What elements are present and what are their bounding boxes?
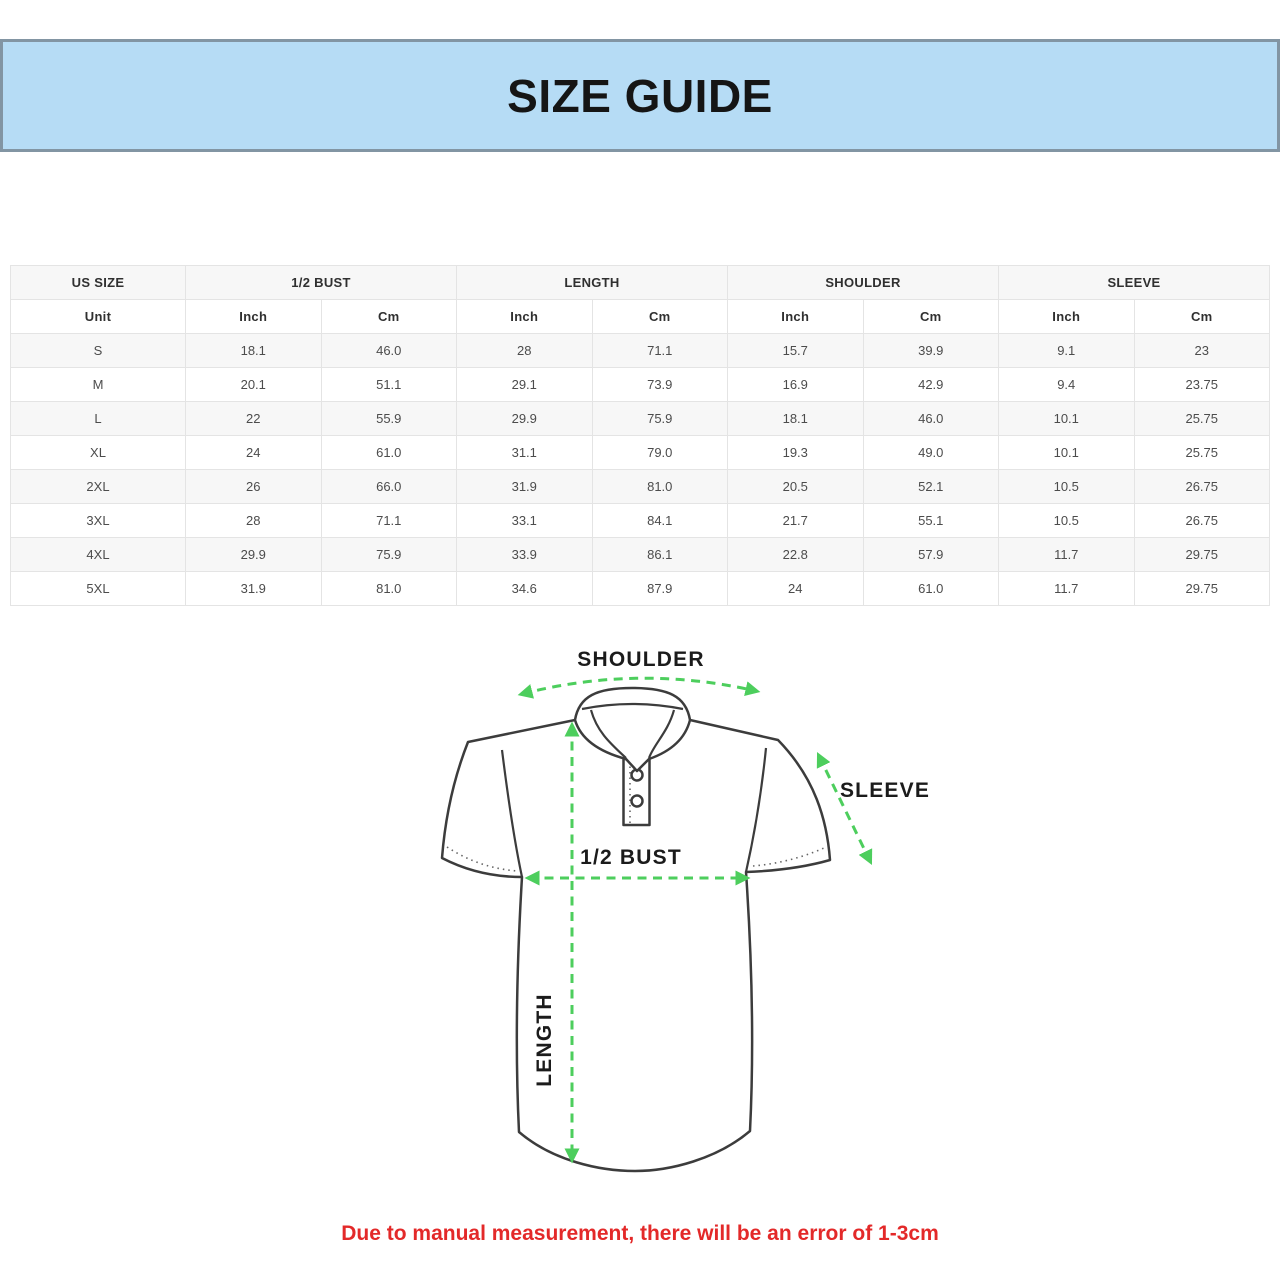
- table-cell: 26.75: [1134, 504, 1270, 538]
- table-cell: 10.5: [999, 470, 1135, 504]
- table-cell: 87.9: [592, 572, 728, 606]
- table-cell: 11.7: [999, 538, 1135, 572]
- table-cell: 29.1: [457, 368, 593, 402]
- header-cm: Cm: [1134, 300, 1270, 334]
- header-shoulder: SHOULDER: [728, 266, 999, 300]
- table-cell: 29.9: [457, 402, 593, 436]
- table-cell: L: [11, 402, 186, 436]
- table-cell: 26: [186, 470, 322, 504]
- table-cell: 25.75: [1134, 436, 1270, 470]
- table-cell: 23: [1134, 334, 1270, 368]
- table-row: [11, 504, 1270, 538]
- table-cell: 71.1: [321, 504, 457, 538]
- size-table-body: [11, 334, 1270, 606]
- table-row: [11, 470, 1270, 504]
- table-cell: 39.9: [863, 334, 999, 368]
- table-cell: 61.0: [863, 572, 999, 606]
- table-cell: 31.9: [457, 470, 593, 504]
- table-cell: 10.1: [999, 402, 1135, 436]
- header-cm: Cm: [863, 300, 999, 334]
- table-row: [11, 538, 1270, 572]
- table-cell: 86.1: [592, 538, 728, 572]
- table-cell: 75.9: [321, 538, 457, 572]
- table-cell: 16.9: [728, 368, 864, 402]
- table-cell: 34.6: [457, 572, 593, 606]
- header-cm: Cm: [592, 300, 728, 334]
- table-cell: 79.0: [592, 436, 728, 470]
- length-label: LENGTH: [533, 993, 556, 1087]
- polo-shirt-outline: [442, 688, 830, 1171]
- table-cell: 24: [728, 572, 864, 606]
- table-cell: 11.7: [999, 572, 1135, 606]
- table-cell: 61.0: [321, 436, 457, 470]
- table-cell: 81.0: [592, 470, 728, 504]
- table-row: [11, 572, 1270, 606]
- table-cell: 73.9: [592, 368, 728, 402]
- size-guide-banner: [0, 39, 1280, 152]
- table-cell: 2XL: [11, 470, 186, 504]
- table-row: [11, 368, 1270, 402]
- table-cell: 71.1: [592, 334, 728, 368]
- table-cell: 5XL: [11, 572, 186, 606]
- table-cell: 20.1: [186, 368, 322, 402]
- table-cell: 55.1: [863, 504, 999, 538]
- button-icon: [632, 796, 643, 807]
- table-row: [11, 402, 1270, 436]
- table-cell: 31.1: [457, 436, 593, 470]
- table-cell: M: [11, 368, 186, 402]
- table-cell: 84.1: [592, 504, 728, 538]
- table-header-units: [11, 300, 1270, 334]
- table-cell: 75.9: [592, 402, 728, 436]
- table-cell: 23.75: [1134, 368, 1270, 402]
- size-table: [10, 265, 1270, 606]
- table-cell: 21.7: [728, 504, 864, 538]
- table-cell: 19.3: [728, 436, 864, 470]
- table-cell: 10.5: [999, 504, 1135, 538]
- table-cell: 57.9: [863, 538, 999, 572]
- shoulder-label: SHOULDER: [577, 648, 705, 671]
- measurement-note: Due to manual measurement, there will be an error of 1-3cm: [341, 1222, 939, 1245]
- table-cell: 66.0: [321, 470, 457, 504]
- table-cell: 18.1: [728, 402, 864, 436]
- table-cell: 9.1: [999, 334, 1135, 368]
- half-bust-label: 1/2 BUST: [580, 846, 682, 869]
- table-cell: 51.1: [321, 368, 457, 402]
- polo-shirt-diagram: [425, 640, 935, 1185]
- table-cell: 15.7: [728, 334, 864, 368]
- header-inch: Inch: [186, 300, 322, 334]
- table-cell: XL: [11, 436, 186, 470]
- table-cell: 29.75: [1134, 538, 1270, 572]
- table-cell: 33.9: [457, 538, 593, 572]
- table-cell: 29.75: [1134, 572, 1270, 606]
- table-cell: 28: [457, 334, 593, 368]
- table-cell: 46.0: [863, 402, 999, 436]
- table-cell: 55.9: [321, 402, 457, 436]
- table-cell: 31.9: [186, 572, 322, 606]
- table-cell: 49.0: [863, 436, 999, 470]
- header-half-bust: 1/2 BUST: [186, 266, 457, 300]
- table-cell: 4XL: [11, 538, 186, 572]
- table-cell: 81.0: [321, 572, 457, 606]
- header-length: LENGTH: [457, 266, 728, 300]
- page-title: SIZE GUIDE: [507, 69, 773, 122]
- sleeve-label: SLEEVE: [839, 779, 931, 802]
- table-row: [11, 436, 1270, 470]
- table-cell: 33.1: [457, 504, 593, 538]
- table-header-groups: [11, 266, 1270, 300]
- table-cell: 9.4: [999, 368, 1135, 402]
- table-cell: 24: [186, 436, 322, 470]
- header-us-size: US SIZE: [11, 266, 186, 300]
- table-cell: 3XL: [11, 504, 186, 538]
- header-unit: Unit: [11, 300, 186, 334]
- header-inch: Inch: [728, 300, 864, 334]
- table-cell: 18.1: [186, 334, 322, 368]
- header-sleeve: SLEEVE: [999, 266, 1270, 300]
- header-inch: Inch: [457, 300, 593, 334]
- table-row: [11, 334, 1270, 368]
- table-cell: 10.1: [999, 436, 1135, 470]
- header-inch: Inch: [999, 300, 1135, 334]
- table-cell: 22: [186, 402, 322, 436]
- header-cm: Cm: [321, 300, 457, 334]
- table-cell: 28: [186, 504, 322, 538]
- table-cell: 20.5: [728, 470, 864, 504]
- table-cell: 29.9: [186, 538, 322, 572]
- table-cell: 22.8: [728, 538, 864, 572]
- table-cell: S: [11, 334, 186, 368]
- table-cell: 25.75: [1134, 402, 1270, 436]
- table-cell: 26.75: [1134, 470, 1270, 504]
- table-cell: 46.0: [321, 334, 457, 368]
- table-cell: 42.9: [863, 368, 999, 402]
- table-cell: 52.1: [863, 470, 999, 504]
